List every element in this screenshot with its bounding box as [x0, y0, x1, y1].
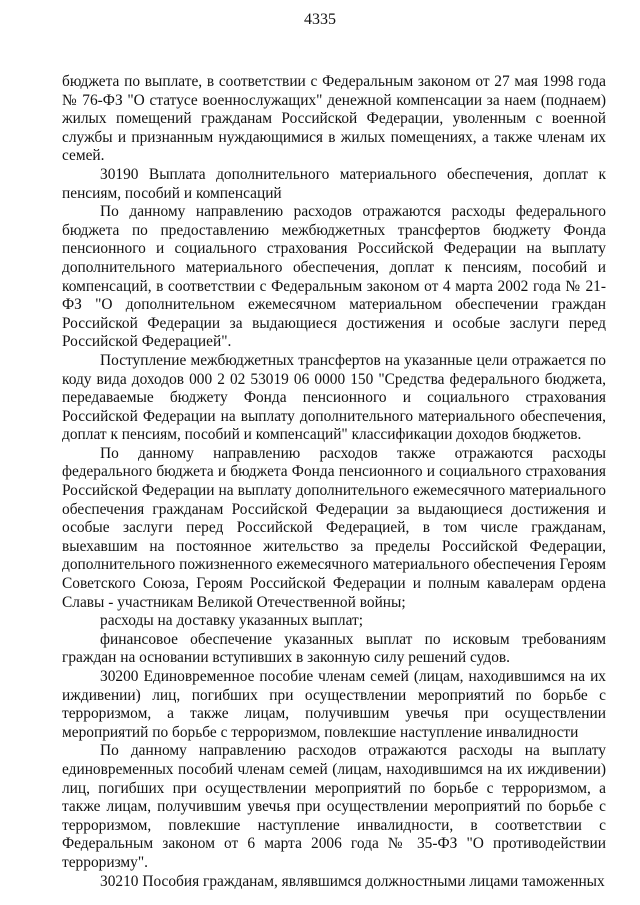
paragraph: расходы на доставку указанных выплат;	[100, 612, 364, 630]
section-heading-30190: 30190 Выплата дополнительного материального обеспечения, доплат к пенсиям, пособий и компенсаций	[62, 165, 606, 202]
paragraph: По данному направлению расходов также отражаются расходы федерального бюджета и бюджета Фонда пенсионного и социального страхования Российской Федерации на выплату дополнительного ежемесячного материального обеспечения гражданам Российской Федерации за выдающиеся достижения и особые заслуги перед Российской Федерацией, в том числе гражданам, выехавшим на постоянное жительство за пределы Российской Федерации, дополнительного пожизненного ежемесячного материального обеспечения Героям Советского Союза, Героям Российской Федерации и полным кавалерам ордена Славы - участникам Великой Отечественной войны;	[62, 444, 606, 611]
paragraph: По данному направлению расходов отражаются расходы на выплату единовременных пособий членам семей (лицам, находившимся на их иждивении) лиц, погибших при осуществлении мероприятий по борьбе с терроризмом, а также лицам, получившим увечья при осуществлении мероприятий по борьбе с терроризмом, повлекшие наступление инвалидности, в соответствии с Федеральным законом от 6 марта 2006 года № 35-ФЗ "О противодействии терроризму".	[62, 742, 606, 871]
paragraph-continuation: бюджета по выплате, в соответствии с Федеральным законом от 27 мая 1998 года № 76-ФЗ "О статусе военнослужащих" денежной компенсации за наем (поднаем) жилых помещений гражданам Российской Федерации, уволенным с военной службы и признанным нуждающимися в жилых помещениях, а также членам их семей.	[62, 73, 606, 165]
page-number: 4335	[304, 11, 336, 28]
paragraph: По данному направлению расходов отражаются расходы федерального бюджета по предоставлению межбюджетных трансфертов бюджету Фонда пенсионного и социального страхования Российской Федерации на выплату дополнительного материального обеспечения, доплат к пенсиям, пособий и компенсаций, в соответствии с Федеральным законом от 4 марта 2002 года № 21-ФЗ "О дополнительном ежемесячном материальном обеспечении граждан Российской Федерации за выдающиеся достижения и особые заслуги перед Российской Федерацией".	[62, 203, 606, 351]
paragraph: финансовое обеспечение указанных выплат по исковым требованиям граждан на основании вступивших в законную силу решений судов.	[62, 630, 606, 667]
paragraph: Поступление межбюджетных трансфертов на указанные цели отражается по коду вида доходов 000 2 02 53019 06 0000 150 "Средства федерального бюджета, передаваемые бюджету Фонда пенсионного и социального страхования Российской Федерации на выплату дополнительного материального обеспечения, доплат к пенсиям, пособий и компенсаций" классификации доходов бюджетов.	[62, 351, 606, 444]
section-heading-30200: 30200 Единовременное пособие членам семей (лицам, находившимся на их иждивении) лиц, погибших при осуществлении мероприятий по борьбе с терроризмом, а также лицам, получившим увечья при осуществлении мероприятий по борьбе с терроризмом, повлекшие наступление инвалидности	[62, 668, 606, 741]
body-text	[62, 73, 606, 891]
section-heading-30210: 30210 Пособия гражданам, являвшимся должностными лицами таможенных	[100, 872, 605, 890]
